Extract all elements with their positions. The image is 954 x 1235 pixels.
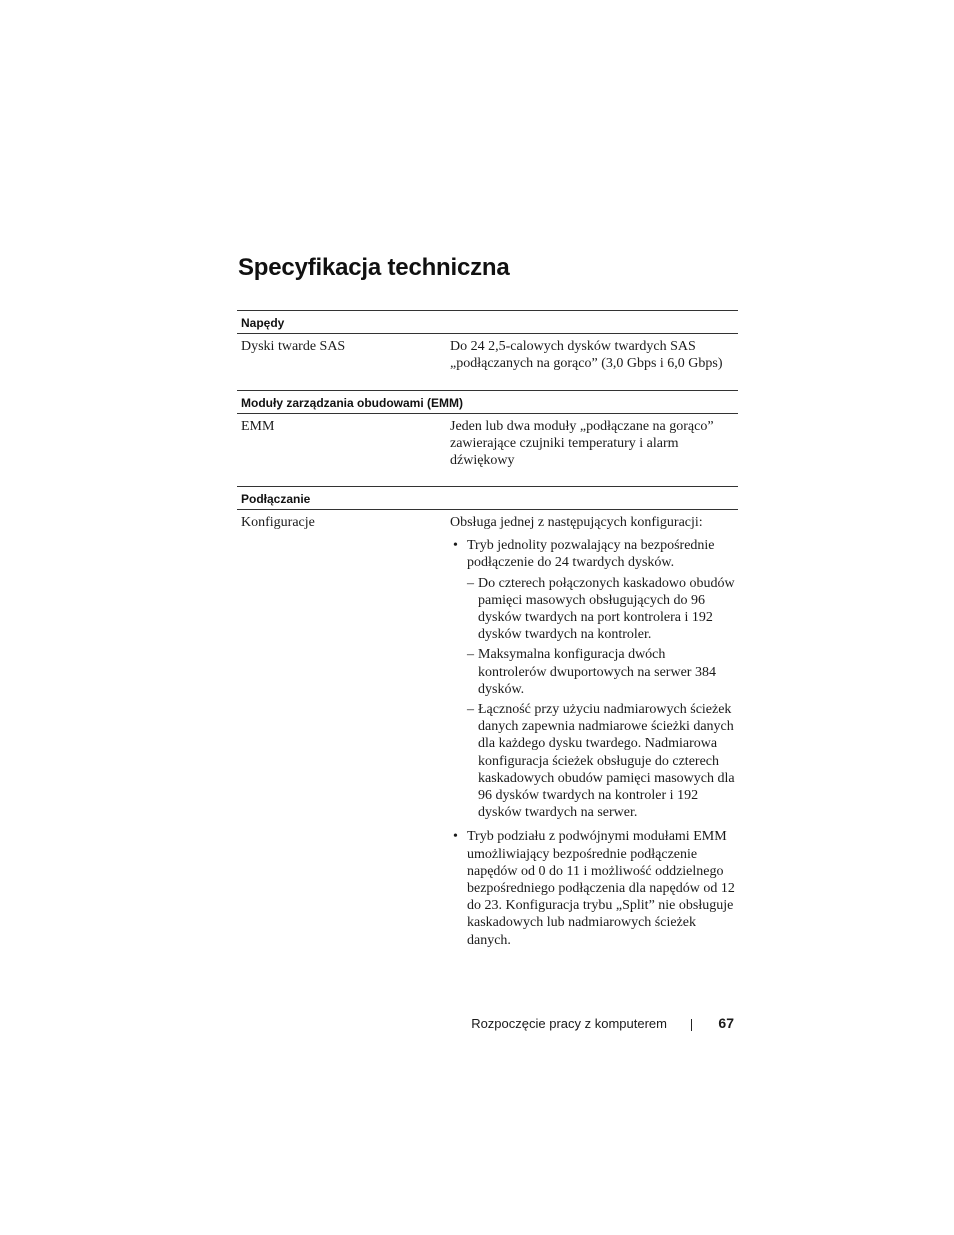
section-heading: Podłączanie (237, 486, 738, 510)
page-footer (420, 1015, 734, 1033)
dash-icon: – (467, 647, 474, 663)
page-number: 67 (718, 1015, 734, 1031)
row-label: EMM (241, 419, 275, 434)
bullet-text: Tryb podziału z podwójnymi modułami EMM umożliwiający bezpośrednie podłączenie napędów od 0 do 11 i możliwość oddzielnego bezpośredniego podłączenia dla napędów od 12 do 23. Konfiguracja trybu „Split” nie obsługuje kaskadowych lub nadmiarowych ścieżek danych. (467, 829, 735, 948)
row-label: Dyski twarde SAS (241, 339, 346, 354)
sub-item (467, 701, 735, 821)
list-item-unified-mode (450, 537, 735, 821)
spec-section-connectivity (237, 486, 738, 974)
bullet-text: Tryb jednolity pozwalający na bezpośrednie podłączenie do 24 twardych dysków. (467, 538, 715, 571)
spec-row-configurations (237, 514, 738, 974)
row-value: Jeden lub dwa moduły „podłączane na gorąco” zawierające czujniki temperatury i alarm dźwiękowy (450, 419, 714, 469)
row-label: Konfiguracje (241, 515, 315, 530)
configurations-intro: Obsługa jednej z następujących konfiguracji: (450, 515, 703, 530)
footer-separator (691, 1019, 692, 1031)
sub-item-text: Maksymalna konfiguracja dwóch kontrolerów dwuportowych na serwer 384 dysków. (478, 647, 716, 697)
bullet-icon: • (453, 538, 458, 554)
sub-item-text: Do czterech połączonych kaskadowo obudów pamięci masowych obsługujących do 96 dysków twardych na port kontrolera i 192 dysków twardych na kontroler. (478, 575, 735, 643)
spec-row-emm (237, 418, 738, 488)
spec-section-emm (237, 390, 738, 488)
page-title: Specyfikacja techniczna (238, 254, 510, 281)
sub-item (467, 646, 735, 698)
sub-item (467, 575, 735, 644)
section-heading: Moduły zarządzania obudowami (EMM) (237, 390, 738, 414)
list-item-split-mode (450, 828, 735, 948)
spec-row-sas-disks (237, 338, 738, 393)
row-value: Do 24 2,5-calowych dysków twardych SAS „podłączanych na gorąco” (3,0 Gbps i 6,0 Gbps) (450, 339, 723, 372)
spec-section-drives (237, 310, 738, 393)
row-value (450, 514, 735, 949)
dash-icon: – (467, 702, 474, 718)
section-heading: Napędy (237, 310, 738, 334)
footer-title: Rozpoczęcie pracy z komputerem (471, 1016, 667, 1031)
dash-icon: – (467, 575, 474, 591)
sub-item-text: Łączność przy użyciu nadmiarowych ścieżek danych zapewnia nadmiarowe ścieżki danych dla każdego dysku twardego. Nadmiarowa konfiguracja ścieżek obsługuje do czterech kaskadowych obudów pamięci masowych dla 96 dysków twardych na kontroler i 192 dysków twardych na serwer. (478, 702, 735, 821)
bullet-icon: • (453, 829, 458, 845)
